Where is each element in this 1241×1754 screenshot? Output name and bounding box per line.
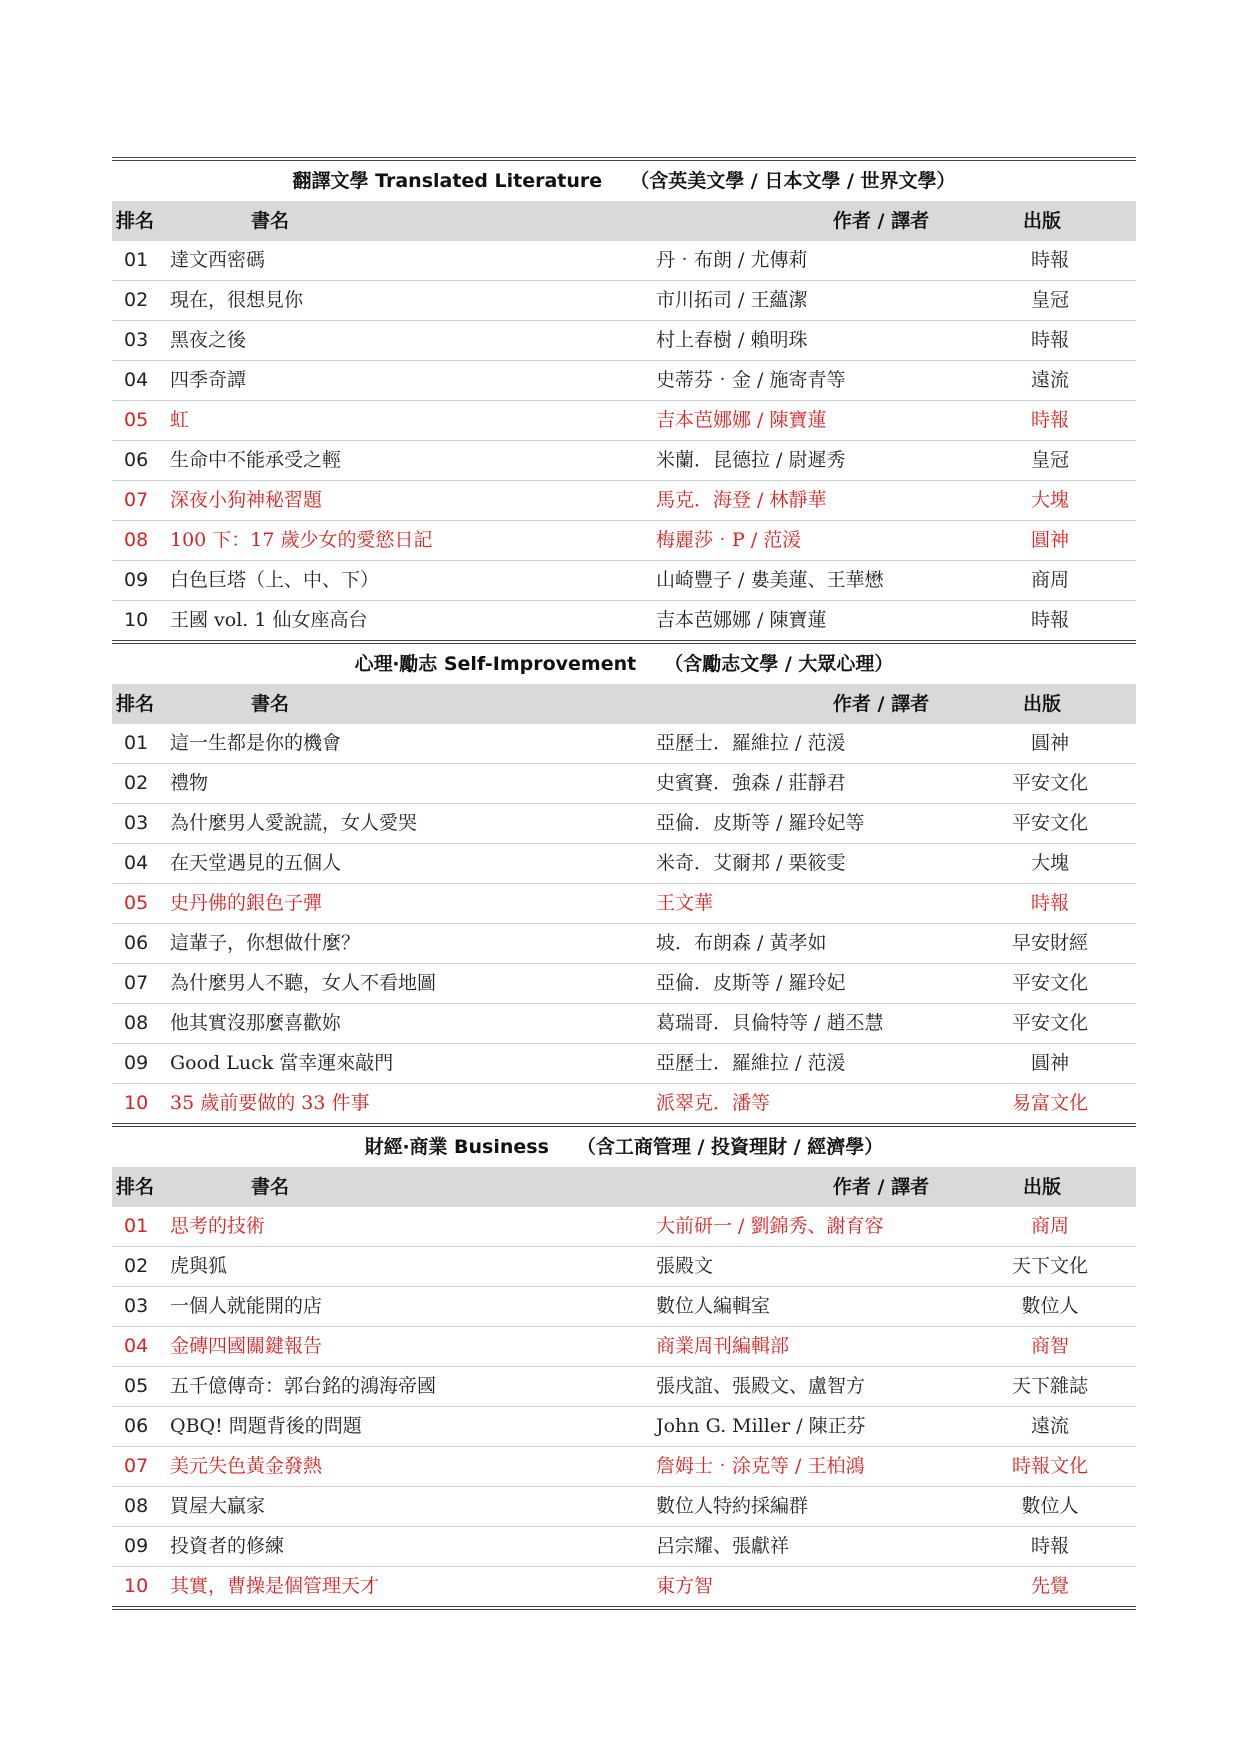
row-rank: 10 — [124, 1575, 149, 1597]
row-book-title: 生命中不能承受之輕 — [170, 449, 342, 471]
row-publisher: 天下雜誌 — [1011, 1375, 1088, 1397]
row-author: 吉本芭娜娜 / 陳寶蓮 — [656, 409, 827, 431]
row-rank: 01 — [124, 732, 149, 754]
row-publisher: 圓神 — [1030, 732, 1069, 754]
section-title — [112, 644, 1136, 684]
row-rank: 10 — [124, 609, 149, 631]
section-title-en: Business — [454, 1136, 549, 1158]
row-book-title: Good Luck 當幸運來敲門 — [170, 1052, 394, 1074]
row-author: 商業周刊編輯部 — [656, 1335, 790, 1357]
row-book-title: 100 下：17 歲少女的愛慾日記 — [170, 529, 433, 551]
row-rank: 08 — [124, 1495, 149, 1517]
header-rank: 排名 — [116, 1176, 155, 1198]
row-book-title: 虎與狐 — [170, 1255, 228, 1277]
table-row — [112, 561, 1136, 601]
row-book-title: 為什麼男人愛說謊，女人愛哭 — [170, 812, 418, 834]
row-publisher: 易富文化 — [1011, 1092, 1088, 1114]
row-author: 張殿文 — [656, 1255, 714, 1277]
row-publisher: 早安財經 — [1011, 932, 1088, 954]
row-rank: 04 — [124, 369, 149, 391]
table-row — [112, 281, 1136, 321]
row-book-title: 35 歲前要做的 33 件事 — [170, 1092, 370, 1114]
header-rank: 排名 — [116, 210, 155, 232]
header-title: 書名 — [250, 210, 289, 232]
table-row — [112, 724, 1136, 764]
row-publisher: 遠流 — [1030, 1415, 1069, 1437]
row-author: John G. Miller / 陳正芬 — [656, 1415, 866, 1437]
header-rank: 排名 — [116, 693, 155, 715]
row-book-title: 王國 vol. 1 仙女座高台 — [170, 609, 368, 631]
bestseller-lists — [112, 157, 1136, 1610]
header-author-label: 作者 / 譯者 — [832, 210, 930, 232]
table-header — [112, 684, 1136, 724]
category-section — [112, 640, 1136, 1123]
table-row — [112, 1247, 1136, 1287]
table-row — [112, 884, 1136, 924]
row-publisher: 時報 — [1030, 609, 1069, 631]
table-header — [112, 201, 1136, 241]
table-row — [112, 521, 1136, 561]
row-publisher: 數位人 — [1021, 1295, 1079, 1317]
row-author: 丹‧布朗 / 尤傳莉 — [656, 249, 808, 271]
row-rank: 07 — [124, 489, 149, 511]
row-author: 市川拓司 / 王蘊潔 — [656, 289, 808, 311]
table-row — [112, 1407, 1136, 1447]
row-book-title: 投資者的修練 — [170, 1535, 285, 1557]
table-row — [112, 401, 1136, 441]
row-book-title: 白色巨塔（上、中、下） — [170, 569, 380, 591]
row-publisher: 時報 — [1030, 249, 1069, 271]
row-publisher: 先覺 — [1030, 1575, 1069, 1597]
row-rank: 09 — [124, 1535, 149, 1557]
table-row — [112, 241, 1136, 281]
table-row — [112, 1367, 1136, 1407]
table-header — [112, 1167, 1136, 1207]
row-rank: 06 — [124, 449, 149, 471]
row-book-title: 達文西密碼 — [170, 249, 266, 271]
row-rank: 04 — [124, 852, 149, 874]
table-row — [112, 601, 1136, 640]
row-publisher: 皇冠 — [1030, 289, 1069, 311]
row-author: 米蘭．昆德拉 / 尉遲秀 — [656, 449, 846, 471]
row-author: 坡．布朗森 / 黃孝如 — [656, 932, 827, 954]
row-book-title: 深夜小狗神秘習題 — [170, 489, 323, 511]
section-title — [112, 1127, 1136, 1167]
row-rank: 09 — [124, 1052, 149, 1074]
row-book-title: 五千億傳奇：郭台銘的鴻海帝國 — [170, 1375, 437, 1397]
row-publisher: 平安文化 — [1011, 972, 1088, 994]
row-author: 派翠克．潘等 — [656, 1092, 771, 1114]
header-author — [370, 201, 956, 241]
row-rank: 07 — [124, 1455, 149, 1477]
row-publisher: 時報 — [1030, 892, 1069, 914]
row-book-title: 思考的技術 — [170, 1215, 266, 1237]
row-publisher: 時報 — [1030, 329, 1069, 351]
section-note: （含英美文學 / 日本文學 / 世界文學） — [630, 170, 956, 192]
header-title: 書名 — [250, 693, 289, 715]
row-publisher: 商智 — [1030, 1335, 1069, 1357]
row-publisher: 遠流 — [1030, 369, 1069, 391]
row-rank: 07 — [124, 972, 149, 994]
table-row — [112, 924, 1136, 964]
row-rank: 02 — [124, 1255, 149, 1277]
table-row — [112, 844, 1136, 884]
table-row — [112, 1527, 1136, 1567]
section-title — [112, 161, 1136, 201]
row-rank: 02 — [124, 772, 149, 794]
row-book-title: 這一生都是你的機會 — [170, 732, 342, 754]
table-row — [112, 1207, 1136, 1247]
row-publisher: 大塊 — [1030, 489, 1069, 511]
category-section — [112, 1123, 1136, 1610]
row-rank: 05 — [124, 409, 149, 431]
row-rank: 06 — [124, 932, 149, 954]
section-title-zh: 翻譯文學 — [292, 170, 369, 192]
row-publisher: 大塊 — [1030, 852, 1069, 874]
row-publisher: 平安文化 — [1011, 772, 1088, 794]
row-book-title: 禮物 — [170, 772, 209, 794]
row-publisher: 圓神 — [1030, 529, 1069, 551]
row-author: 亞倫．皮斯等 / 羅玲妃 — [656, 972, 846, 994]
row-author: 葛瑞哥．貝倫特等 / 趙丕慧 — [656, 1012, 884, 1034]
row-author: 亞歷士．羅維拉 / 范湲 — [656, 1052, 846, 1074]
table-row — [112, 1287, 1136, 1327]
row-publisher: 時報 — [1030, 1535, 1069, 1557]
row-publisher: 皇冠 — [1030, 449, 1069, 471]
row-rank: 01 — [124, 249, 149, 271]
row-author: 山崎豐子 / 婁美蓮、王華懋 — [656, 569, 884, 591]
header-title: 書名 — [250, 1176, 289, 1198]
row-rank: 08 — [124, 1012, 149, 1034]
row-author: 村上春樹 / 賴明珠 — [656, 329, 808, 351]
table-row — [112, 441, 1136, 481]
row-book-title: 他其實沒那麼喜歡妳 — [170, 1012, 342, 1034]
section-title-zh: 財經‧商業 — [364, 1136, 448, 1158]
row-book-title: 在天堂遇見的五個人 — [170, 852, 342, 874]
table-row — [112, 1084, 1136, 1123]
header-author — [370, 684, 956, 724]
table-row — [112, 1567, 1136, 1606]
section-note: （含工商管理 / 投資理財 / 經濟學） — [576, 1136, 884, 1158]
row-publisher: 天下文化 — [1011, 1255, 1088, 1277]
table-row — [112, 764, 1136, 804]
row-book-title: 金磚四國關鍵報告 — [170, 1335, 323, 1357]
row-publisher: 時報 — [1030, 409, 1069, 431]
row-publisher: 數位人 — [1021, 1495, 1079, 1517]
table-row — [112, 964, 1136, 1004]
row-rank: 10 — [124, 1092, 149, 1114]
row-rank: 03 — [124, 812, 149, 834]
row-author: 亞倫．皮斯等 / 羅玲妃等 — [656, 812, 865, 834]
row-author: 大前研一 / 劉錦秀、謝育容 — [656, 1215, 884, 1237]
row-author: 張戌誼、張殿文、盧智方 — [656, 1375, 866, 1397]
row-publisher: 圓神 — [1030, 1052, 1069, 1074]
table-row — [112, 1447, 1136, 1487]
table-row — [112, 361, 1136, 401]
row-publisher: 商周 — [1030, 1215, 1069, 1237]
section-note: （含勵志文學 / 大眾心理） — [664, 653, 894, 675]
row-publisher: 時報文化 — [1011, 1455, 1088, 1477]
table-row — [112, 1487, 1136, 1527]
row-book-title: 美元失色黃金發熱 — [170, 1455, 323, 1477]
header-publisher: 出版 — [1022, 210, 1061, 232]
row-publisher: 平安文化 — [1011, 812, 1088, 834]
section-title-zh: 心理‧勵志 — [354, 653, 438, 675]
table-row — [112, 804, 1136, 844]
table-row — [112, 1327, 1136, 1367]
row-book-title: 其實，曹操是個管理天才 — [170, 1575, 380, 1597]
row-book-title: 四季奇譚 — [170, 369, 247, 391]
table-row — [112, 321, 1136, 361]
row-author: 米奇．艾爾邦 / 栗筱雯 — [656, 852, 846, 874]
row-rank: 03 — [124, 1295, 149, 1317]
row-rank: 05 — [124, 892, 149, 914]
row-author: 詹姆士‧涂克等 / 王柏鴻 — [656, 1455, 865, 1477]
row-rank: 08 — [124, 529, 149, 551]
row-rank: 02 — [124, 289, 149, 311]
row-author: 史蒂芬‧金 / 施寄青等 — [656, 369, 846, 391]
row-book-title: 現在，很想見你 — [170, 289, 304, 311]
row-author: 馬克．海登 / 林靜華 — [656, 489, 827, 511]
row-author: 呂宗耀、張獻祥 — [656, 1535, 790, 1557]
row-book-title: 這輩子，你想做什麼？ — [170, 932, 361, 954]
header-author — [370, 1167, 956, 1207]
header-author-label: 作者 / 譯者 — [832, 1176, 930, 1198]
row-book-title: 為什麼男人不聽，女人不看地圖 — [170, 972, 437, 994]
table-row — [112, 1044, 1136, 1084]
row-rank: 06 — [124, 1415, 149, 1437]
row-rank: 09 — [124, 569, 149, 591]
table-row — [112, 1004, 1136, 1044]
row-author: 史賓賽．強森 / 莊靜君 — [656, 772, 846, 794]
row-author: 數位人特約採編群 — [656, 1495, 809, 1517]
category-section — [112, 157, 1136, 640]
row-rank: 03 — [124, 329, 149, 351]
header-publisher: 出版 — [1022, 693, 1061, 715]
row-rank: 04 — [124, 1335, 149, 1357]
row-author: 東方智 — [656, 1575, 714, 1597]
header-publisher: 出版 — [1022, 1176, 1061, 1198]
row-book-title: 黑夜之後 — [170, 329, 247, 351]
row-rank: 01 — [124, 1215, 149, 1237]
row-book-title: 虹 — [170, 409, 190, 431]
header-author-label: 作者 / 譯者 — [832, 693, 930, 715]
row-rank: 05 — [124, 1375, 149, 1397]
row-book-title: 買屋大贏家 — [170, 1495, 266, 1517]
row-author: 吉本芭娜娜 / 陳寶蓮 — [656, 609, 827, 631]
row-book-title: 史丹佛的銀色子彈 — [170, 892, 323, 914]
row-book-title: 一個人就能開的店 — [170, 1295, 323, 1317]
row-author: 王文華 — [656, 892, 714, 914]
row-author: 梅麗莎‧P / 范湲 — [656, 529, 802, 551]
section-title-en: Self-Improvement — [443, 653, 637, 675]
table-row — [112, 481, 1136, 521]
row-author: 亞歷士．羅維拉 / 范湲 — [656, 732, 846, 754]
row-book-title: QBQ! 問題背後的問題 — [170, 1415, 362, 1437]
row-publisher: 平安文化 — [1011, 1012, 1088, 1034]
row-author: 數位人編輯室 — [656, 1295, 771, 1317]
section-title-en: Translated Literature — [375, 170, 603, 192]
row-publisher: 商周 — [1030, 569, 1069, 591]
